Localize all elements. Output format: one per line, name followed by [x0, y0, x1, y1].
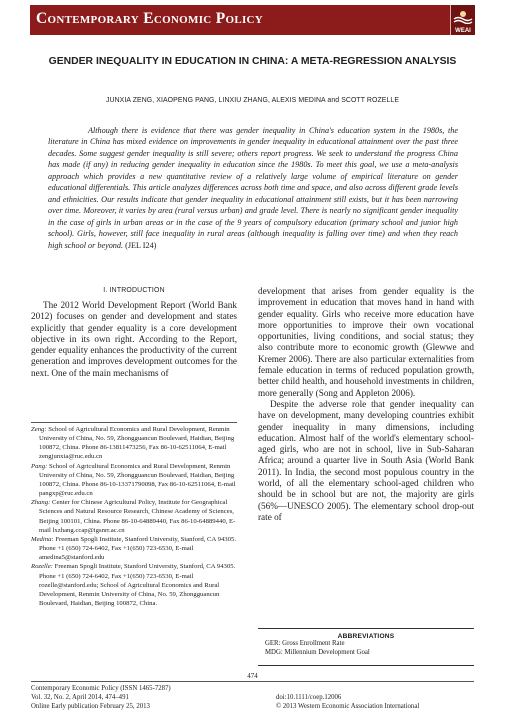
footer-copyright: © 2013 Western Economic Association International [276, 702, 420, 710]
weai-logo-text: WEAI [455, 28, 471, 34]
abbreviation-item: GER: Gross Enrollment Rate [265, 640, 345, 647]
footer-journal-line: Contemporary Economic Policy (ISSN 1465-7287) [31, 685, 171, 692]
journal-banner [30, 5, 475, 35]
footer-online-line: Online Early publication February 25, 2013 [31, 702, 150, 710]
affiliation-name: Rozelle: [31, 563, 53, 571]
journal-title: Contemporary Economic Policy [36, 10, 264, 27]
affiliation-zhang [31, 498, 237, 535]
affiliation-text: Freeman Spogli Institute, Stanford University, Stanford, CA 94305. Phone +1 (650) 724-6402, Fax +1(650) 723-6530, E-mail rozelle@stanford.edu; School of Agricultural Economics and Rural Development, Renmin University of China, No. 59, Zhongguancun Boulevard, Haidian, Beijing 100872, China. [39, 563, 236, 607]
page-number: 474 [247, 672, 258, 680]
footer-volume-line: Vol. 32, No. 2, April 2014, 474–491 [31, 693, 129, 701]
affiliation-name: Zhang: [31, 499, 51, 507]
intro-paragraph-left: The 2012 World Development Report (World Bank 2012) focuses on gender and development and states explicitly that gender equality is a core development objective in its own right. According to the Report, gender equality enhances the productivity of the current generation and improves development outcomes for the next. One of the main mechanisms of [31, 300, 237, 378]
abstract [48, 125, 458, 251]
jel-code: (JEL I24) [125, 240, 157, 250]
affiliation-text: Freeman Spogli Institute, Stanford University, Stanford, CA 94305. Phone +1 (650) 724-6402, Fax +1(650) 723-6530, E-mail amedina5@stanford.edu [39, 535, 236, 562]
weai-logo [450, 5, 475, 35]
abbreviations-box [258, 628, 474, 666]
affiliation-pang [31, 462, 237, 499]
author-list: JUNXIA ZENG, XIAOPENG PANG, LINXIU ZHANG, ALEXIS MEDINA and SCOTT ROZELLE [105, 97, 400, 104]
affiliation-text: School of Agricultural Economics and Rural Development, Renmin University of China, No. 59, Zhongguancun Boulevard, Haidian, Beijing 100872, China. Phone 86-10-13371790098, Fax 86-10-62511064, E-mail pangxp@ruc.edu.cn [39, 462, 236, 498]
affiliation-name: Pang: [31, 462, 48, 470]
footer-divider [31, 681, 474, 682]
affiliation-text: School of Agricultural Economics and Rural Development, Renmin University of China, No. 59, Zhongguancun Boulevard, Haidian, Beijing 100872, China. Phone 86-13811473256, Fax 86-10-62511064, E-mail zengjunxia@ruc.edu.cn [39, 426, 235, 461]
footer-publication-info [31, 685, 171, 711]
affiliation-name: Zeng: [31, 426, 47, 433]
footnote-divider [31, 422, 237, 423]
right-column [258, 286, 474, 523]
footer-doi-info [276, 694, 419, 712]
abbreviation-item: MDG: Millennium Development Goal [265, 648, 370, 656]
footer-doi: doi:10.1111/coep.12006 [276, 694, 342, 701]
abbreviations-title: ABBREVIATIONS [337, 633, 395, 640]
abstract-text: Although there is evidence that there was gender inequality in China's education system in the 1980s, the literature in China has mixed evidence on improvements in gender inequality in educational attainment over the past three decades. Some suggest gender inequality is still severe; others report progress. We seek to understand the progress China has made (if any) in reducing gender inequality in education since the 1980s. To meet this goal, we use a meta-analysis approach which provides a new quantitative review of a relatively large volume of empirical literature on gender educational differentials. This article analyzes differences across both time and space, and also across different grade levels and ethnicities. Our results indicate that gender inequality in educational attainment still exists, but it has been narrowing over time. Moreover, it varies by area (rural versus urban) and grade level. There is nearly no significant gender inequality in the case of girls in urban areas or in the case of the 9 years of compulsory education (primary school and junior high school). Girls, however, still face inequality in rural areas (although inequality is falling over time) and when they reach high school or beyond. [48, 126, 458, 250]
affiliation-medina [31, 535, 237, 562]
affiliation-name: Medina: [31, 535, 54, 543]
section-heading: I. INTRODUCTION [103, 287, 165, 294]
article-title: GENDER INEQUALITY IN EDUCATION IN CHINA: A META-REGRESSION ANALYSIS [48, 56, 457, 67]
affiliation-rozelle [31, 562, 237, 608]
affiliation-zeng [31, 425, 237, 462]
sun-wave-icon [453, 8, 473, 24]
intro-paragraph-2: Despite the adverse role that gender inequality can have on development, many developing countries exhibit gender inequality in many dimensions, including education. Almost half of the world's elementary school-aged girls, who are not in school, live in Sub-Saharan Africa; around a quarter live in South Asia (World Bank 2011). In India, the second most populous country in the world, of all the elementary school-aged children who should be in school but are not, the majority are girls (56%—UNESCO 2005). The elementary school drop-out rate of [258, 398, 474, 522]
author-affiliations [31, 425, 237, 608]
affiliation-text: Center for Chinese Agricultural Policy, Institute for Geographical Sciences and Natural Resource Research, Chinese Academy of Sciences, Beijing 100101, China. Phone 86-10-64889440, Fax 86-10-64889440, E-mail lxzhang.ccap@igsnrr.ac.cn [39, 499, 236, 534]
intro-paragraph-continued: development that arises from gender equality is the improvement in education that moves hand in hand with gender equality. Girls who receive more education have more opportunities to improve their own vocational opportunities, living conditions, and social status; they also contribute more to economic growth (Glewwe and Kremer 2006). There are also particular externalities from female education in terms of reduced population growth, better child health, and household investments in children, more generally (Song and Appleton 2006). [258, 286, 474, 398]
